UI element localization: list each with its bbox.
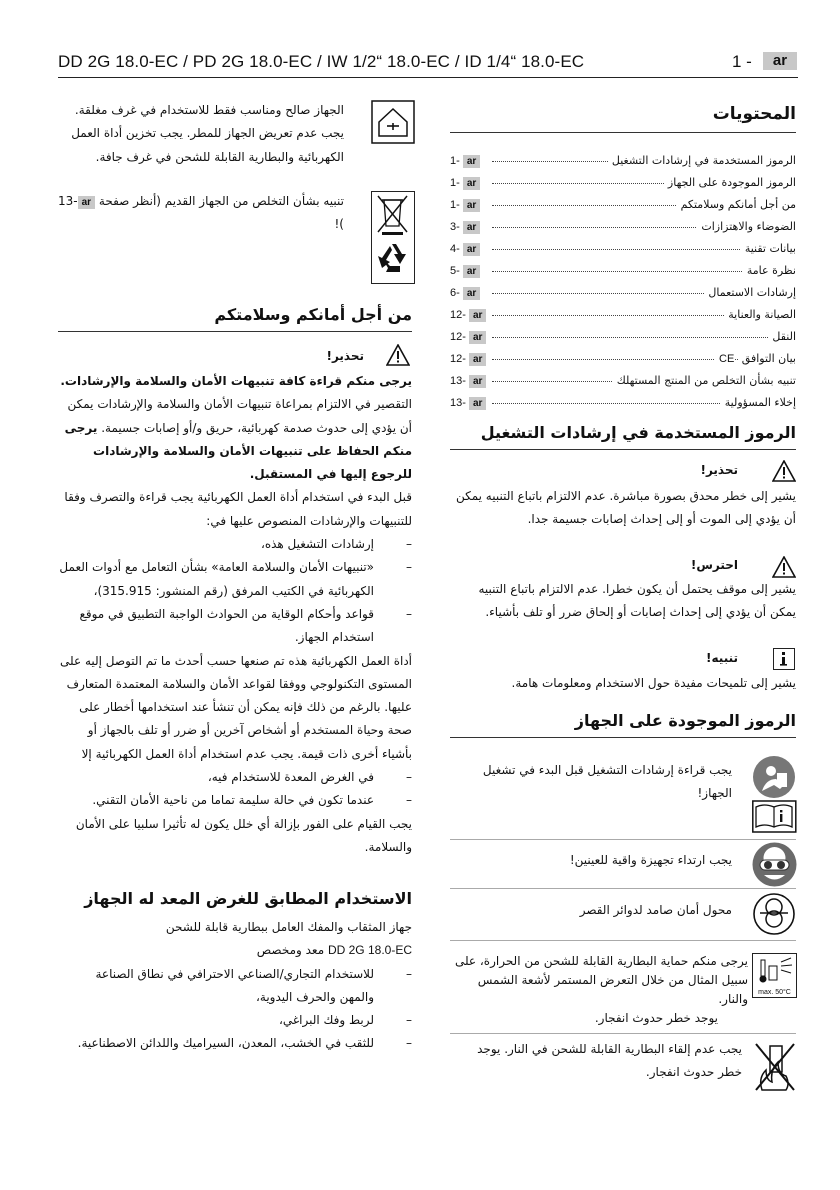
toc-item[interactable]: 13- ar إخلاء المسؤولية — [450, 396, 796, 409]
header-rule — [58, 77, 798, 78]
disposal-icons-box — [371, 191, 415, 284]
crossed-bin-icon — [378, 196, 407, 235]
safety-rule — [58, 331, 412, 332]
toc-item[interactable]: 13- ar تنبيه بشأن التخلص من المنتج المستهلك — [450, 374, 796, 387]
intended-list-item: – للاستخدام التجاري/الصناعي الاحترافي في نطاق الصناعة والمهن والحرف اليدوية، — [58, 963, 412, 1010]
info-icon — [773, 648, 795, 670]
language-badge: ar — [763, 52, 797, 70]
toc-item[interactable]: 1- ar الرموز المستخدمة في إرشادات التشغيل — [450, 154, 796, 167]
house-indoor-icon — [371, 100, 415, 144]
safety-list-item: – عندما تكون في حالة سليمة تماما من ناحية الأمان التقني. — [58, 789, 412, 812]
caution-description: يشير إلى موقف يحتمل أن يكون خطرا. عدم الالتزام باتباع التنبيه يمكن أن يؤدي إلى إحداث إصابات أو إلحاق ضرر أو تلف بأشياء. — [478, 582, 796, 620]
safety-section-title: من أجل أمانكم وسلامتكم — [214, 305, 412, 324]
toc-item[interactable]: 12- ar النقل — [450, 330, 796, 343]
caution-triangle-icon — [772, 556, 796, 578]
intended-use-title: الاستخدام المطابق للغرض المعد له الجهاز — [84, 889, 412, 908]
device-symbol-5-text: يجب عدم إلقاء البطارية القابلة للشحن في النار. يوجد خطر حدوث انفجار. — [477, 1042, 742, 1080]
safety-list-item: – إرشادات التشغيل هذه، — [58, 533, 412, 556]
max-temp-label: max. 50°C — [758, 989, 791, 996]
safety-body: يرجى منكم قراءة كافة تنبيهات الأمان والسلامة والإرشادات. التقصير في الالتزام بمراعاة تنبيهات الأمان والسلامة والإرشادات يمكن أن يؤدي إلى حدوث صدمة كهربائية، حريق و/أو إصابات جسيمة. يرجى منكم الحفاظ على تنبيهات الأمان والسلامة والإرشادات للرجوع إليها في المستقبل. قبل البدء في استخدام أداة العمل الكهربائية يجب قراءة والتصرف وفقا للتنبيهات والإرشادات المنصوص عليها في: – إرشادات التشغيل هذه، – «تنبيهات الأمان والسلامة العامة» بشأن التعامل مع أدوات العمل الكهربائية في الكتيب المرفق (رقم المنشور: 315.915)، – قواعد وأحكام الوقاية من الحوادث الواجبة التطبيق في موقع استخدام الجهاز. أداة العمل الكهربائية هذه تم صنعها حسب أحدث ما تم التوصل إليه على المستوى التكنولوجي ووفقا لقواعد الأمان والسلامة المعتمدة المتعارف عليها. بالرغم من ذلك فإنه يمكن أن تنشأ عند استخدامها أخطار على صحة وحياة المستخدم أو أشخاص آخرين أو ضرر أو تلف بالجهاز أو بأشياء أخرى ذات قيمة. يجب عدم استخدام أداة العمل الكهربائية إلا – في الغرض المعدة للاستخدام فيه، – عندما تكون في حالة سليمة تماما من ناحية الأمان التقني. يجب القيام على الفور بإزالة أي خلل يكون له تأثيرا سلبيا على الأمان والسلامة. — [58, 370, 412, 859]
symbol-divider — [450, 1033, 796, 1034]
safety-list-item: – قواعد وأحكام الوقاية من الحوادث الواجبة التطبيق في موقع استخدام الجهاز. — [58, 603, 412, 650]
intended-use-body: جهاز المثقاب والمفك العامل ببطارية قابلة للشحن DD 2G 18.0-EC معد ومخصص – للاستخدام التجاري/الصناعي الاحترافي في نطاق الصناعة والمهن والحرف اليدوية، – لربط وفك البراغي، – للثقب في الخشب، المعدن، السيراميك واللدائن الاصطناعية. — [58, 916, 412, 1056]
disposal-note-text: تنبيه بشأن التخلص من الجهاز القديم (أنظر صفحة ar13-)! — [58, 194, 344, 232]
temperature-icon — [752, 953, 797, 998]
safety-list-item: – «تنبيهات الأمان والسلامة العامة» بشأن التعامل مع أدوات العمل الكهربائية في الكتيب المرفق (رقم المنشور: 315.915)، — [58, 556, 412, 603]
caution-label: احترس! — [690, 558, 738, 572]
contents-rule — [450, 132, 796, 133]
symbol-divider — [450, 888, 796, 889]
symbol-divider — [450, 940, 796, 941]
safety-warning-icon — [386, 344, 410, 366]
symbols-rule — [450, 449, 796, 450]
device-symbol-2-text: يجب ارتداء تجهيزة واقية للعينين! — [569, 853, 732, 867]
toc-item[interactable]: 4- ar بيانات تقنية — [450, 242, 796, 255]
toc-item[interactable]: 1- ar الرموز الموجودة على الجهاز — [450, 176, 796, 189]
safety-warning-label: تحذير! — [326, 349, 364, 363]
device-symbol-1-text: يجب قراءة إرشادات التشغيل قبل البدء في تشغيل الجهاز! — [482, 763, 732, 801]
goggles-icon — [752, 842, 797, 887]
warning-label: تحذير! — [700, 463, 738, 477]
safety-list-item: – في الغرض المعدة للاستخدام فيه، — [58, 766, 412, 789]
toc-item[interactable]: 12- ar بيان التوافق CE — [450, 352, 796, 365]
device-symbols-title: الرموز الموجودة على الجهاز — [574, 711, 796, 730]
toc-item[interactable]: 1- ar من أجل أمانكم وسلامتكم — [450, 198, 796, 211]
toc-item[interactable]: 6- ar إرشادات الاستعمال — [450, 286, 796, 299]
symbol-divider — [450, 839, 796, 840]
device-symbol-3-text: محول أمان صامد لدوائر القصر — [579, 903, 732, 917]
contents-title: المحتويات — [712, 104, 796, 124]
recycle-icon — [378, 244, 406, 272]
device-symbols-rule — [450, 737, 796, 738]
toc-item[interactable]: 3- ar الضوضاء والاهتزازات — [450, 220, 796, 233]
page-number: 1 - — [732, 52, 752, 71]
read-manual-icon — [752, 755, 797, 833]
warning-description: يشير إلى خطر محدق بصورة مباشرة. عدم الالتزام باتباع التنبيه يمكن أن يؤدي إلى الموت أو إلى إحداث إصابات جسيمة جدا. — [455, 489, 796, 527]
intended-list-item: – لربط وفك البراغي، — [58, 1009, 412, 1032]
note-description: يشير إلى تلميحات مفيدة حول الاستخدام ومعلومات هامة. — [511, 676, 796, 690]
toc-item[interactable]: 12- ar الصيانة والعناية — [450, 308, 796, 321]
note-label: تنبيه! — [706, 651, 738, 665]
ce-mark: CE — [715, 353, 734, 365]
warning-triangle-icon — [772, 460, 796, 482]
no-fire-icon — [752, 1040, 798, 1094]
toc-item[interactable]: 5- ar نظرة عامة — [450, 264, 796, 277]
symbols-section-title: الرموز المستخدمة في إرشادات التشغيل — [480, 423, 796, 442]
indoor-use-text: الجهاز صالح ومناسب فقط للاستخدام في غرف مغلقة. يجب عدم تعريض الجهاز للمطر. يجب تخزين أداة العمل الكهربائية والبطارية القابلة للشحن في غرف جافة. — [71, 103, 344, 164]
document-model-header: DD 2G 18.0-EC / PD 2G 18.0-EC / IW 1/2“ 18.0-EC / ID 1/4“ 18.0-EC — [58, 52, 585, 71]
intended-list-item: – للثقب في الخشب، المعدن، السيراميك واللدائن الاصطناعية. — [58, 1032, 412, 1055]
device-symbol-4-text: يرجى منكم حماية البطارية القابلة للشحن من الحرارة، على سبيل المثال من خلال التعرض المستمر لأشعة الشمس والنار. يوجد خطر حدوث انفجار. — [454, 954, 748, 1025]
transformer-icon — [752, 892, 796, 936]
